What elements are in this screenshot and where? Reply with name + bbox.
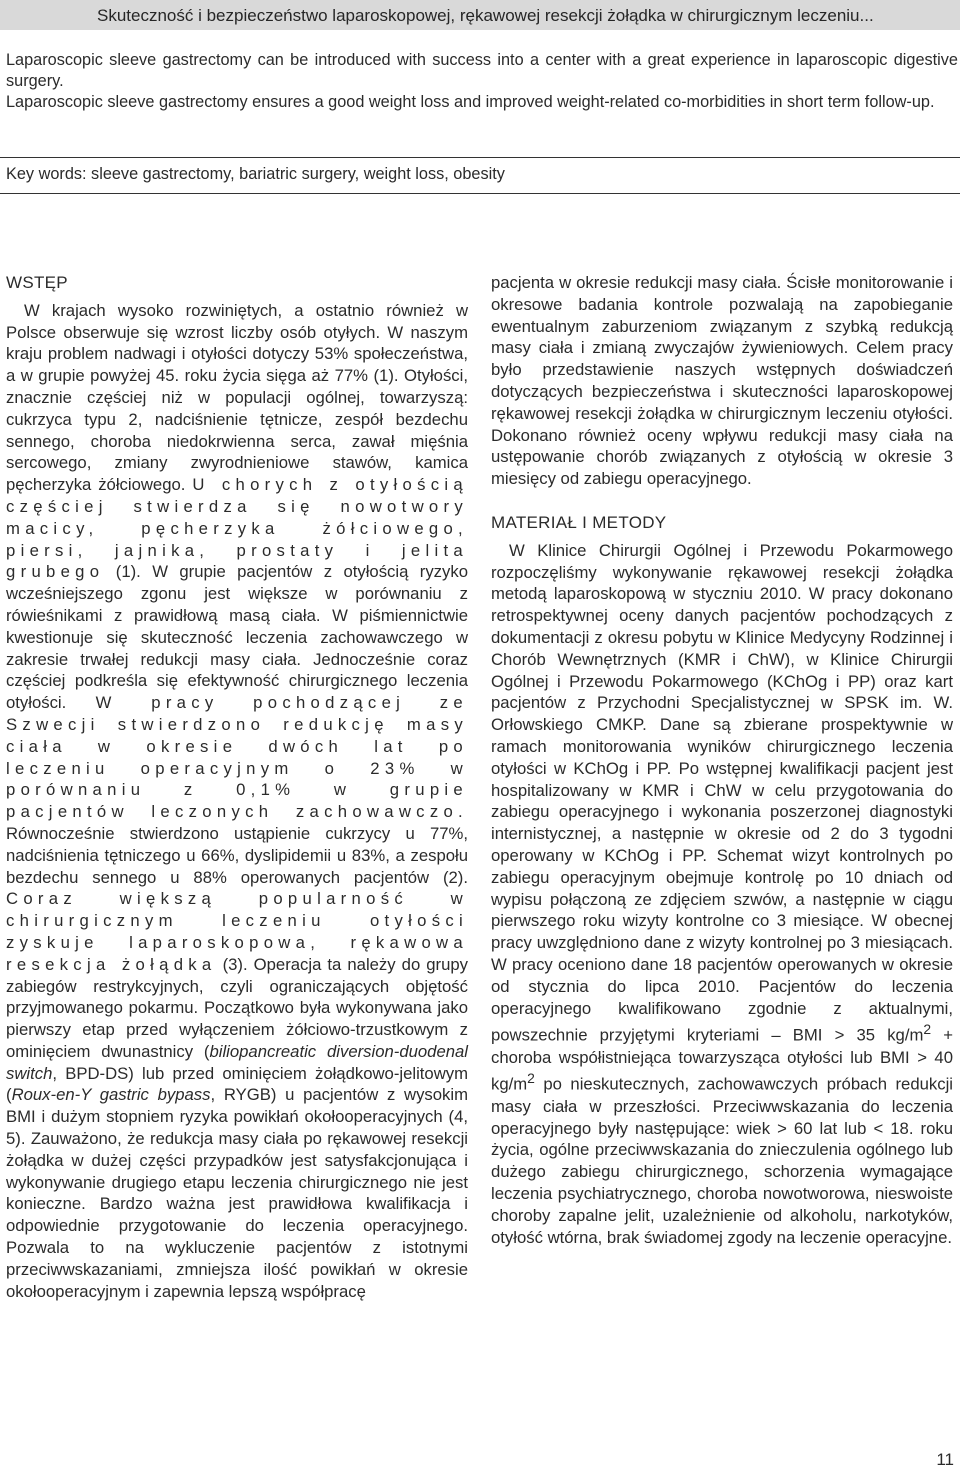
running-title: Skuteczność i bezpieczeństwo laparoskopowej, rękawowej resekcji żołądka w chirurgicznym leczeniu...: [97, 6, 874, 25]
emphasized-text-run: U chorych z otyłością częściej stwierdza się nowotwory macicy, pęcherzyka żółciowego, piersi, jajnika, prostaty i jelita grubego: [6, 475, 469, 582]
methods-paragraph: [491, 540, 953, 1249]
introduction-continuation: pacjenta w okresie redukcji masy ciała. Ścisłe monitorowanie i okresowe badania kontrole pozwalają na zapobieganie ewentualnym zaburzeniom związanym z szybką redukcją masy ciała i zmianą zwyczajów żywieniowych. Celem pracy było przedstawienie naszych wstępnych doświadczeń dotyczących bezpieczeństwa i skuteczności laparoskopowej rękawowej resekcji żołądka w chirurgicznym leczeniu otyłości. Dokonano również oceny wpływu redukcji masy ciała na ustępowanie chorób związanych z otyłością w okresie 3 miesięcy od zabiegu operacyjnego.: [491, 273, 953, 489]
keywords-top-rule: [0, 157, 960, 158]
superscript: 2: [527, 1070, 535, 1087]
text-run: W Klinice Chirurgii Ogólnej i Przewodu Pokarmowego rozpoczęliśmy wykonywanie rękawowej resekcji żołądka metodą laparoskopową w styczniu 2010. W pracy dokonano retrospektywnej oceny danych pacjentów pochodzących z dokumentacji z okresu pobytu w Klinice Medycyny Rodzinnej i Chorób Wewnętrznych (KMR i ChW), w Klinice Chirurgii Ogólnej i Przewodu Pokarmowego (KChOg i PP) oraz kart pacjentów z Przychodni Specjalistycznej w SPSK im. W. Orłowskiego CMKP. Dane są zbierane prospektywnie w ramach monitorowania wyników chirurgicznego leczenia otyłości w KChOg i PP. Po wstępnej kwalifikacji pacjent jest hospitalizowany w KMR i ChW w celu przygotowania do zabiegu operacyjnego i wykonania poszerzonej diagnostyki internistycznej, a następnie w okresie od 2 do 3 tygodni operowany w KChOg i PP. Schemat wizyt kontrolnych po zabiegu operacyjnym obejmuje kontrolę po 10 dniach od wypisu połączoną ze zdjęciem szwów, a następnie w ciągu pierwszego roku wizyty kontrolne co 3 miesiące. W obecnej pracy uwzględniono dane z wizyty kontrolnej po 3 miesiącach. W pracy oceniono dane 18 pacjentów operowanych w okresie od stycznia do lipca 2010. Pacjentów do leczenia operacyjnego kwalifikowano zgodnie z aktualnymi, powszechnie przyjętymi kryteriami – BMI > 35 kg/m: [491, 540, 953, 1045]
right-column: [491, 272, 953, 1248]
emphasized-text-run: W pracy pochodzącej ze Szwecji stwierdzono redukcję masy ciała w okresie dwóch lat po leczeniu operacyjnym o 23% w porównaniu z 0,1% w grupie pacjentów leczonych zachowawczo.: [6, 693, 468, 822]
keywords-bottom-rule: [0, 193, 960, 194]
text-run: Równocześnie stwierdzono ustąpienie cukrzycy u 77%, nadciśnienia tętniczego u 66%, dyslipidemii u 83%, a zespołu bezdechu sennego u 88% operowanych pacjentów (2).: [6, 823, 468, 887]
keywords-line: Key words: sleeve gastrectomy, bariatric surgery, weight loss, obesity: [6, 165, 505, 183]
text-run: W krajach wysoko rozwiniętych, a ostatnio również w Polsce obserwuje się wzrost liczby osób otyłych. W naszym kraju problem nadwagi i otyłości dotyczy 53% społeczeństwa, a w grupie powyżej 45. roku życia sięga aż 77% (1). Otyłości, znacznie częściej niż w populacji ogólnej, towarzyszą: cukrzyca typu 2, nadciśnienie tętnicze, zespół bezdechu sennego, choroba niedokrwienna serca, zawał mięśnia sercowego, zmiany zwyrodnieniowe stawów, kamica pęcherzyka żółciowego.: [6, 300, 468, 495]
running-header: [0, 0, 960, 30]
text-run: (1). W grupie pacjentów z otyłością ryzyko wcześniejszego zgonu jest większe w porównaniu z rówieśnikami z prawidłową masą ciała. W piśmiennictwie kwestionuje się skuteczność leczenia zachowawczego w zakresie trwałej redukcji masy ciała. Jednocześnie coraz częściej podkreśla się efektywność chirurgicznego leczenia otyłości.: [6, 562, 468, 713]
abstract-conclusions: [6, 50, 958, 113]
introduction-paragraph: [6, 300, 468, 1303]
italic-term: Roux-en-Y gastric bypass: [11, 1085, 211, 1105]
superscript: 2: [923, 1021, 932, 1038]
text-run: , BPD-DS) lub przed ominięciem żołądkowo-jelitowym (: [6, 1063, 468, 1105]
abstract-paragraph: Laparoscopic sleeve gastrectomy can be introduced with success into a center with a great experience in laparoscopic digestive surgery.: [6, 51, 958, 90]
left-column: [6, 272, 468, 1302]
text-run: po nieskutecznych, zachowawczych próbach redukcji masy ciała w przeszłości. Przeciwwskazania do leczenia operacyjnego były następujące: wiek > 60 lat lub < 18. roku życia, ogólne przeciwwskazania do znieczulenia ogólnego lub dużego zabiegu chirurgicznego, schorzenia wymagające leczenia psychiatrycznego, choroba nowotworowa, nieswoiste choroby zapalne jelit, uzależnienie od alkoholu, narkotyków, otyłość wtórna, brak świadomej zgody na leczenie operacyjne.: [491, 1075, 953, 1247]
text-run: + choroba współistniejąca towarzysząca otyłości lub BMI > 40 kg/m: [491, 1025, 953, 1095]
italic-term: biliopancreatic diversion-duodenal switch: [6, 1041, 468, 1083]
section-spacer: [491, 490, 953, 512]
abstract-paragraph: Laparoscopic sleeve gastrectomy ensures a good weight loss and improved weight-related co-morbidities in short term follow-up.: [6, 93, 935, 111]
emphasized-text-run: Coraz większą popularność w chirurgicznym leczeniu otyłości zyskuje laparoskopowa, rękawowa resekcja żołądka: [6, 889, 468, 974]
section-heading-introduction: WSTĘP: [6, 273, 68, 292]
page-number: 11: [936, 1450, 954, 1469]
text-run: , RYGB) u pacjentów z wysokim BMI i dużym stopniem ryzyka powikłań okołooperacyjnych (4, 5). Zauważono, że redukcja masy ciała po rękawowej resekcji żołądka w dużej części przypadków jest satysfakcjonująca i wykonywanie drugiego etapu leczenia chirurgicznego nie jest konieczne. Bardzo ważna jest prawidłowa kwalifikacja i odpowiednie przygotowanie do leczenia operacyjnego. Pozwala to na wykluczenie pacjentów z istotnymi przeciwwskazaniami, zmniejsza ilość powikłań w okresie okołooperacyjnym i zapewnia lepszą współpracę: [6, 1085, 468, 1301]
text-run: (3). Operacja ta należy do grupy zabiegów restrykcyjnych, czyli ograniczających objętość przyjmowanego pokarmu. Początkowo była wykonywana jako pierwszy etap przed wyłączeniem żółciowo-trzustkowym z ominięciem dwunastnicy (: [6, 954, 469, 1061]
section-heading-methods: MATERIAŁ I METODY: [491, 512, 667, 532]
